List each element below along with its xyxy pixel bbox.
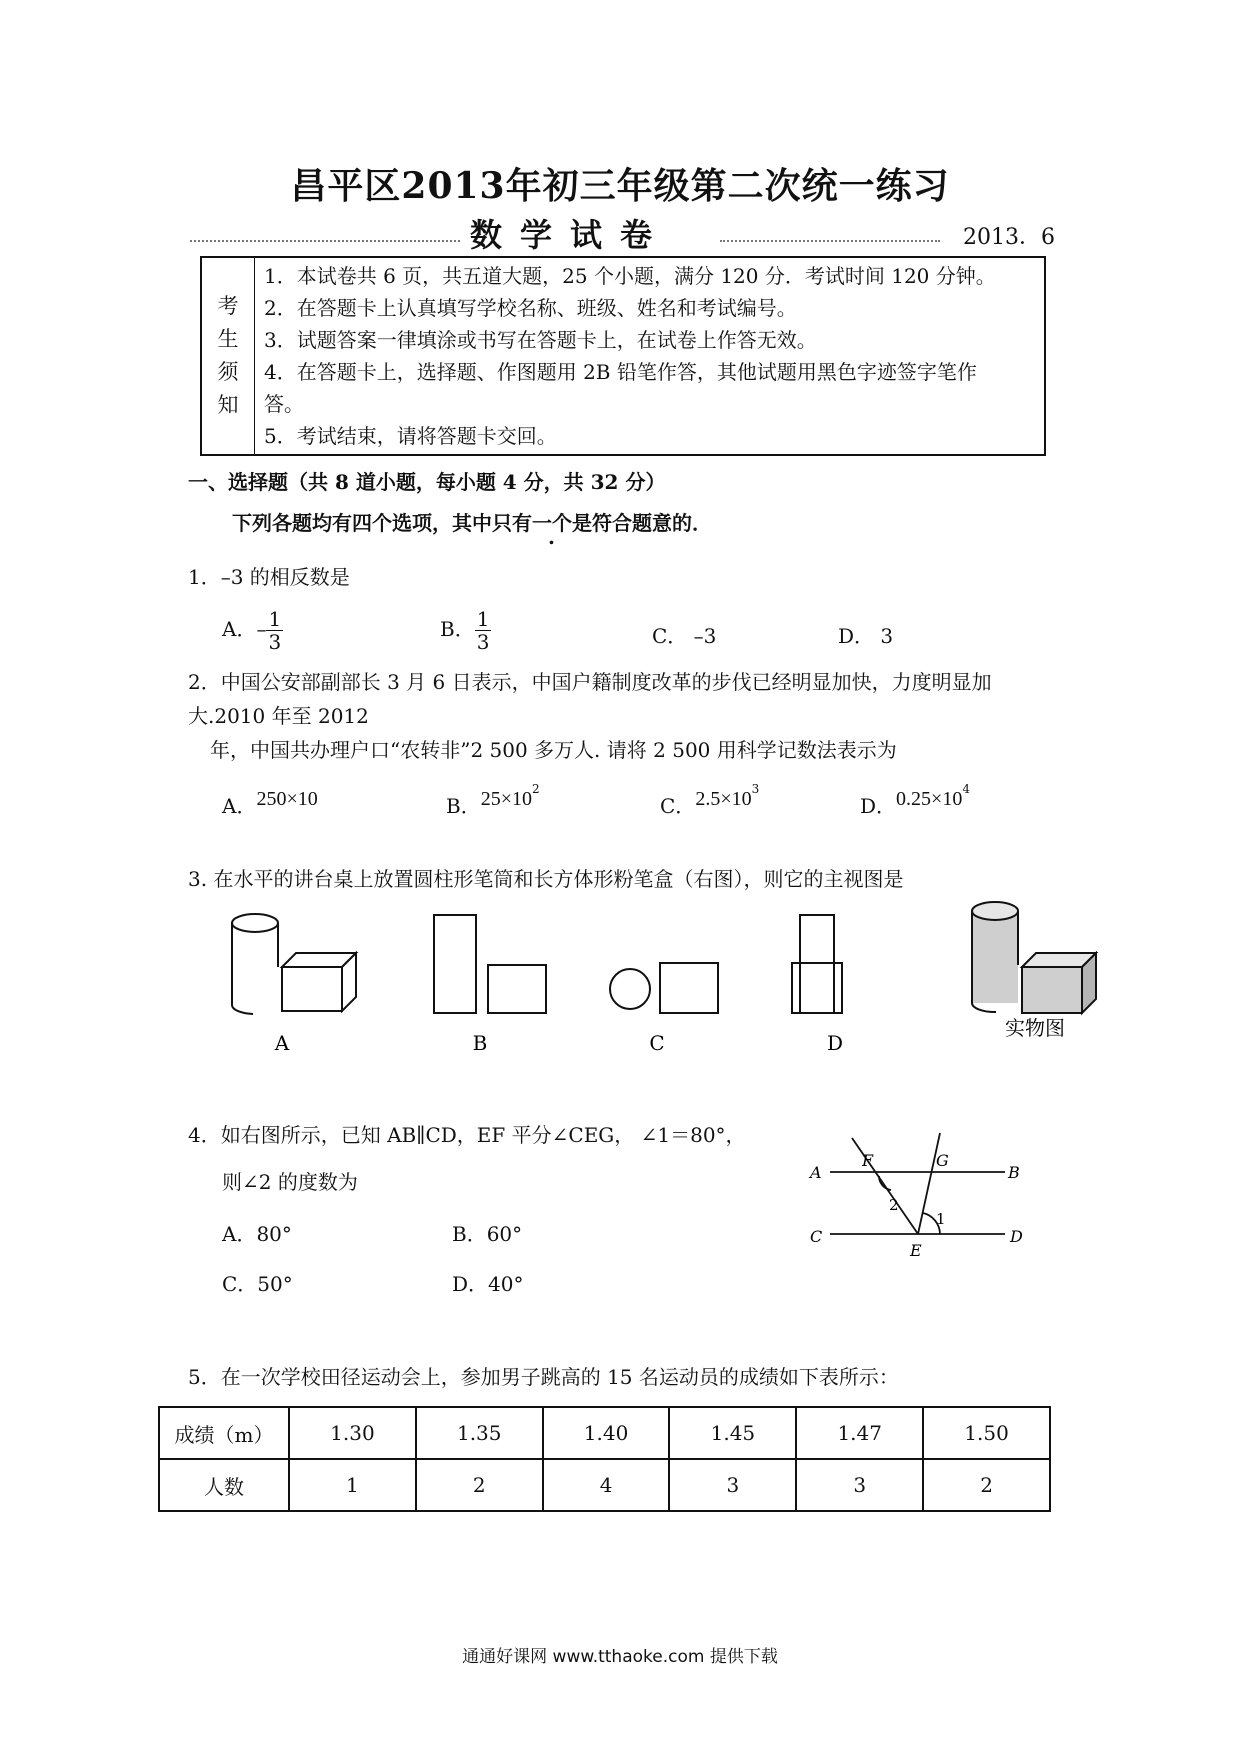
question-4-stem: 4．如右图所示，已知 AB∥CD，EF 平分∠CEG， ∠1＝80°， xyxy=(188,1123,746,1147)
notice-item: 1．本试卷共 6 页，共五道大题，25 个小题，满分 120 分．考试时间 120 分钟。 xyxy=(264,264,996,288)
dotted-rule-left xyxy=(190,240,460,242)
high-jump-score-table xyxy=(158,1406,1051,1512)
table-cell: 3 xyxy=(796,1459,923,1511)
dotted-rule-right xyxy=(720,240,940,242)
table-cell: 1 xyxy=(289,1459,416,1511)
label-c: C xyxy=(810,1227,823,1246)
table-cell: 2 xyxy=(923,1459,1050,1511)
table-cell: 4 xyxy=(543,1459,670,1511)
label-b: B xyxy=(1008,1163,1020,1182)
section-instruction xyxy=(232,507,712,536)
option-label: B． xyxy=(440,617,475,641)
option-label: B． xyxy=(446,794,481,818)
notice-item: 答。 xyxy=(264,392,304,416)
notice-label-char: 生 xyxy=(217,327,239,351)
table-cell: 2 xyxy=(416,1459,543,1511)
q4-option-d: D．40° xyxy=(452,1272,524,1296)
notice-label-char: 须 xyxy=(217,360,239,384)
q1-option-d: D． 3 xyxy=(838,624,894,648)
option-value: 0.25×10 xyxy=(896,788,963,810)
q4-geometry-figure xyxy=(800,1118,1060,1268)
notice-item: 5．考试结束，请将答题卡交回。 xyxy=(264,424,557,448)
notice-item: 2．在答题卡上认真填写学校名称、班级、姓名和考试编号。 xyxy=(264,296,797,320)
fraction xyxy=(475,608,492,653)
notice-label xyxy=(202,258,255,454)
figure-d-overlap xyxy=(792,915,842,1013)
table-cell: 1.35 xyxy=(416,1407,543,1459)
q1-option-c: C． –3 xyxy=(652,624,717,648)
option-label: C． xyxy=(660,794,696,818)
q1-option-b xyxy=(440,608,491,653)
table-cell: 1.40 xyxy=(543,1407,670,1459)
table-cell: 1.50 xyxy=(923,1407,1050,1459)
q4-option-c: C．50° xyxy=(222,1272,293,1296)
question-2-line1: 2．中国公安部副部长 3 月 6 日表示，中国户籍制度改革的步伐已经明显加快，力度明显加 xyxy=(188,670,992,694)
table-row xyxy=(159,1407,1050,1459)
subtitle-row xyxy=(190,210,1055,254)
q4-option-a: A．80° xyxy=(222,1222,292,1246)
figure-label-d: D xyxy=(826,1031,844,1055)
instruction-emphasis: 一个 xyxy=(532,511,572,535)
exam-date: 2013．6 xyxy=(963,225,1055,250)
option-value: 25×10 xyxy=(480,788,532,810)
label-a: A xyxy=(810,1163,822,1182)
table-cell: 1.30 xyxy=(289,1407,416,1459)
table-row xyxy=(159,1459,1050,1511)
figure-label-real: 实物图 xyxy=(1005,1016,1065,1040)
figure-c-circle-rect xyxy=(610,963,718,1013)
figure-a-cylinder-box xyxy=(232,914,356,1014)
q1-option-a xyxy=(222,608,283,653)
fraction xyxy=(266,608,283,653)
candidate-notice-box xyxy=(200,256,1046,456)
option-label: A． xyxy=(222,794,257,818)
question-3-stem: 3. 在水平的讲台桌上放置圆柱形笔筒和长方体形粉笔盒（右图），则它的主视图是 xyxy=(188,867,904,891)
option-value: 2.5×10 xyxy=(695,788,752,810)
question-5-stem: 5．在一次学校田径运动会上，参加男子跳高的 15 名运动员的成绩如下表所示： xyxy=(188,1365,899,1389)
option-value: 250×10 xyxy=(256,788,318,810)
q2-option-d xyxy=(860,782,970,819)
option-label: A． xyxy=(222,617,257,641)
question-4-stem2: 则∠2 的度数为 xyxy=(222,1170,358,1194)
table-cell: 1.45 xyxy=(669,1407,796,1459)
instruction-text: 是符合题意的． xyxy=(572,511,712,535)
table-header-cell: 成绩（m） xyxy=(159,1407,289,1459)
page-footer: 通通好课网 www.tthaoke.com 提供下载 xyxy=(462,1647,778,1667)
q2-option-c xyxy=(660,782,760,819)
q3-figures xyxy=(210,895,1130,1075)
label-d: D xyxy=(1010,1227,1023,1246)
label-angle-2: 2 xyxy=(889,1196,899,1214)
notice-label-char: 考 xyxy=(217,294,239,318)
q2-option-a xyxy=(222,790,318,819)
figure-label-a: A xyxy=(274,1031,290,1055)
section-heading: 一、选择题（共 8 道小题，每小题 4 分，共 32 分） xyxy=(188,470,666,494)
figure-label-b: B xyxy=(472,1031,488,1055)
question-2-line2: 大.2010 年至 2012 xyxy=(188,704,369,728)
exponent: 4 xyxy=(962,782,970,797)
question-2-line3: 年，中国共办理户口“农转非”2 500 多万人. 请将 2 500 用科学记数法表示为 xyxy=(210,738,897,762)
table-cell: 3 xyxy=(669,1459,796,1511)
notice-item: 4．在答题卡上，选择题、作图题用 2B 铅笔作答，其他试题用黑色字迹签字笔作 xyxy=(264,360,977,384)
notice-list xyxy=(264,260,1039,452)
label-angle-1: 1 xyxy=(936,1210,946,1228)
label-e: E xyxy=(910,1241,922,1260)
label-f: F xyxy=(862,1151,874,1170)
denominator: 3 xyxy=(268,630,282,654)
figure-label-c: C xyxy=(649,1031,665,1055)
exam-subtitle: 数学试卷 xyxy=(470,216,671,254)
exponent: 3 xyxy=(751,782,760,797)
q4-option-b: B．60° xyxy=(452,1222,523,1246)
exponent: 2 xyxy=(531,782,540,797)
notice-label-char: 知 xyxy=(217,393,239,417)
minus-sign: – xyxy=(256,617,267,641)
label-g: G xyxy=(936,1151,949,1170)
table-header-cell: 人数 xyxy=(159,1459,289,1511)
table-cell: 1.47 xyxy=(796,1407,923,1459)
q2-option-b xyxy=(446,782,540,819)
angle-2-arc xyxy=(879,1176,891,1190)
notice-item: 3．试题答案一律填涂或书写在答题卡上，在试卷上作答无效。 xyxy=(264,328,817,352)
figure-b-two-rects xyxy=(434,915,546,1013)
option-label: D． xyxy=(860,794,897,818)
denominator: 3 xyxy=(476,630,490,654)
numerator: 1 xyxy=(268,607,282,631)
question-1-stem: 1．–3 的相反数是 xyxy=(188,565,350,589)
instruction-text: 下列各题均有四个选项，其中只有 xyxy=(232,511,532,535)
numerator: 1 xyxy=(476,607,490,631)
figure-real-object xyxy=(972,902,1096,1013)
exam-title: 昌平区2013年初三年级第二次统一练习 xyxy=(290,165,950,207)
